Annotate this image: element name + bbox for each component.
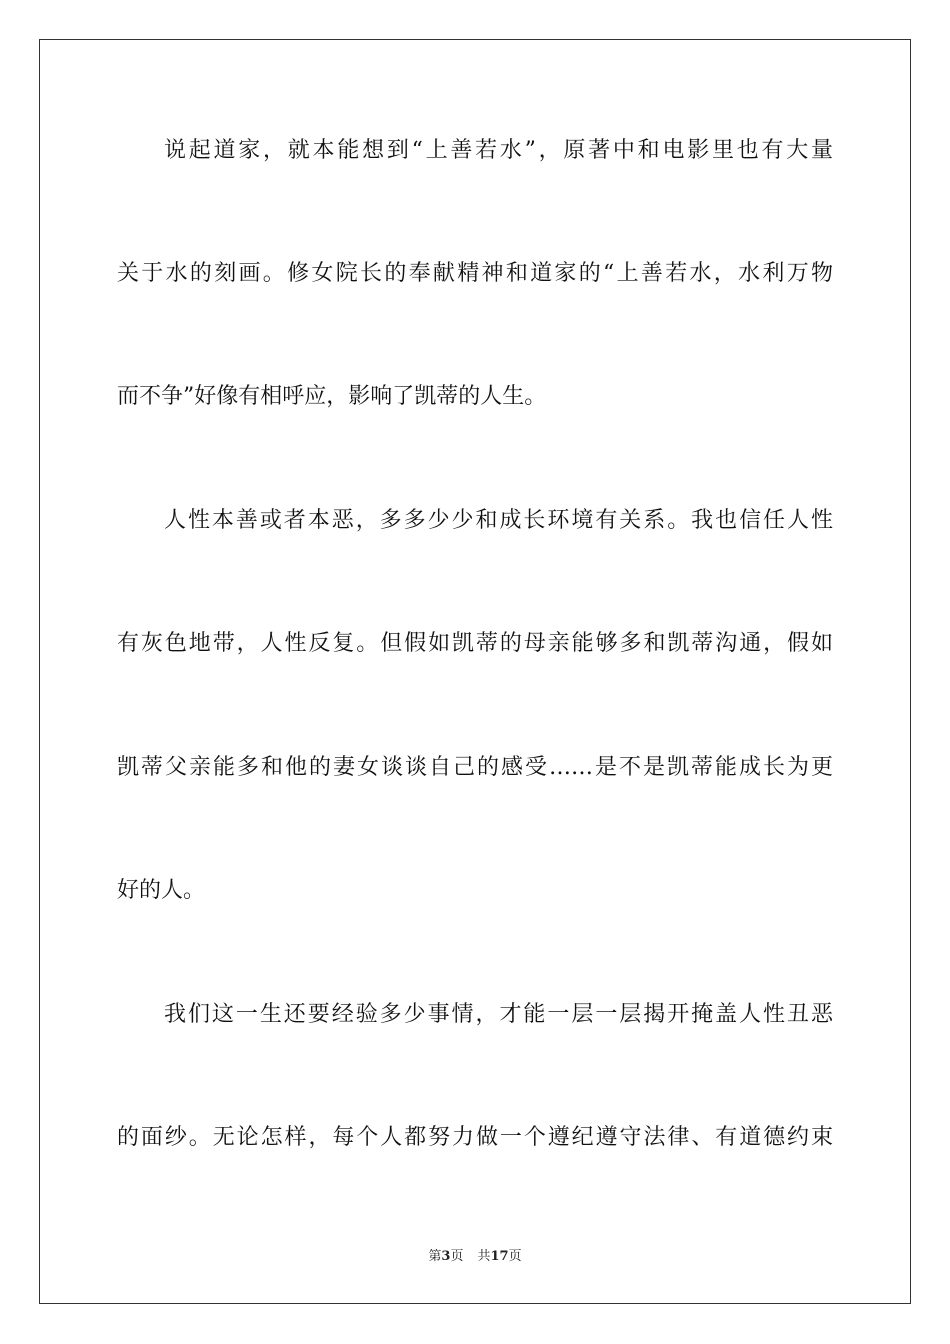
paragraph-3-line-1: 我们这一生还要经验多少事情，才能一层一层揭开掩盖人性丑恶 (164, 1002, 833, 1027)
paragraph-3-line-2: 的面纱。无论怎样，每个人都努力做一个遵纪遵守法律、有道德约束 (117, 1125, 833, 1150)
page-footer (0, 1247, 950, 1267)
page-border (39, 39, 911, 1304)
total-suffix: 页 (508, 1249, 522, 1264)
total-pages: 17 (490, 1249, 509, 1264)
paragraph-2-line-3: 凯蒂父亲能多和他的妻女谈谈自己的感受……是不是凯蒂能成长为更 (117, 755, 833, 780)
page-prefix: 第 (428, 1249, 442, 1264)
paragraph-1-line-3: 而不争”好像有相呼应，影响了凯蒂的人生。 (117, 384, 547, 409)
paragraph-2-line-2: 有灰色地带，人性反复。但假如凯蒂的母亲能够多和凯蒂沟通，假如 (117, 631, 833, 656)
page-suffix: 页 (450, 1249, 464, 1264)
paragraph-1-line-1: 说起道家，就本能想到“上善若水”，原著中和电影里也有大量 (164, 138, 833, 163)
total-prefix: 共 (477, 1249, 491, 1264)
paragraph-2-line-1: 人性本善或者本恶，多多少少和成长环境有关系。我也信任人性 (164, 508, 833, 533)
page-number: 3 (441, 1249, 451, 1264)
paragraph-2-line-4: 好的人。 (117, 878, 206, 903)
paragraph-1-line-2: 关于水的刻画。修女院长的奉献精神和道家的“上善若水，水利万物 (117, 261, 833, 286)
